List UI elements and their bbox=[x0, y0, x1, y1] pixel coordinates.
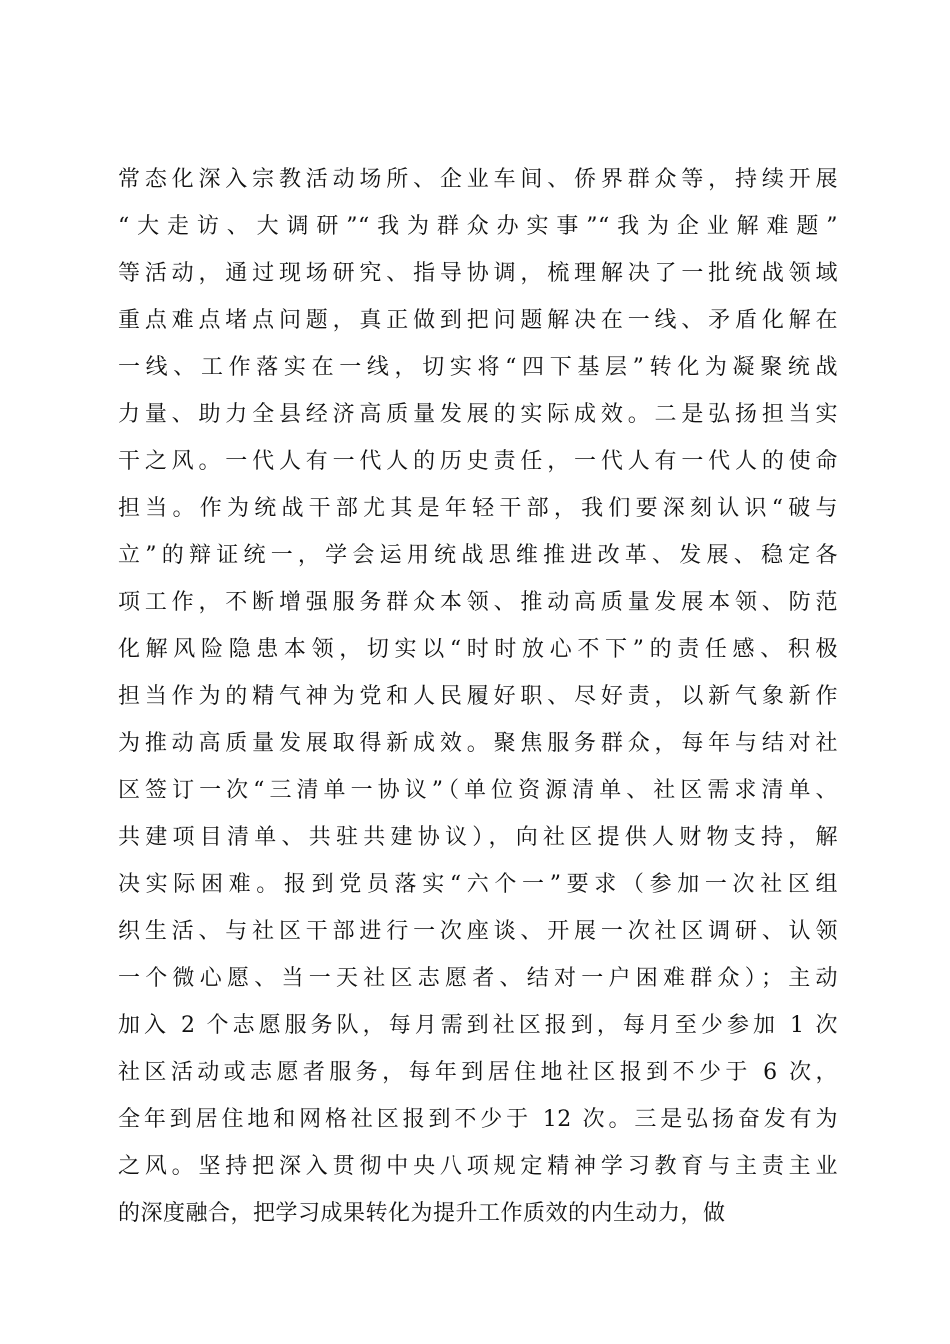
text-line: 共建项目清单、共驻共建协议），向社区提供人财物支持，解 bbox=[118, 825, 838, 850]
text-line: 化解风险隐患本领，切实以“时时放心不下”的责任感、积极 bbox=[118, 637, 838, 662]
text-line: 担当作为的精气神为党和人民履好职、尽好责，以新气象新作 bbox=[118, 684, 838, 709]
text-line: 为推动高质量发展取得新成效。聚焦服务群众，每年与结对社 bbox=[118, 731, 838, 756]
text-line: 社区活动或志愿者服务，每年到居住地社区报到不少于 6 次， bbox=[118, 1060, 838, 1085]
text-line: 常态化深入宗教活动场所、企业车间、侨界群众等，持续开展 bbox=[118, 167, 838, 192]
text-line: 之风。坚持把深入贯彻中央八项规定精神学习教育与主责主业 bbox=[118, 1154, 838, 1179]
text-line: 区签订一次“三清单一协议”（单位资源清单、社区需求清单、 bbox=[118, 778, 838, 803]
text-line: 干之风。一代人有一代人的历史责任，一代人有一代人的使命 bbox=[118, 449, 838, 474]
text-line: 项工作，不断增强服务群众本领、推动高质量发展本领、防范 bbox=[118, 590, 838, 615]
text-line: 等活动，通过现场研究、指导协调，梳理解决了一批统战领域 bbox=[118, 261, 838, 286]
text-line: 全年到居住地和网格社区报到不少于 12 次。三是弘扬奋发有为 bbox=[118, 1107, 838, 1132]
text-line: 重点难点堵点问题，真正做到把问题解决在一线、矛盾化解在 bbox=[118, 308, 838, 333]
text-line: 立”的辩证统一，学会运用统战思维推进改革、发展、稳定各 bbox=[118, 543, 838, 568]
text-line: 一个微心愿、当一天社区志愿者、结对一户困难群众）；主动 bbox=[118, 966, 838, 991]
body-text bbox=[118, 156, 838, 1237]
text-line: 决实际困难。报到党员落实“六个一”要求（参加一次社区组 bbox=[118, 872, 838, 897]
text-line: “大走访、大调研”“我为群众办实事”“我为企业解难题” bbox=[118, 214, 838, 239]
text-line: 织生活、与社区干部进行一次座谈、开展一次社区调研、认领 bbox=[118, 919, 838, 944]
text-line: 加入 2 个志愿服务队，每月需到社区报到，每月至少参加 1 次 bbox=[118, 1013, 838, 1038]
text-line: 担当。作为统战干部尤其是年轻干部，我们要深刻认识“破与 bbox=[118, 496, 838, 521]
text-line: 力量、助力全县经济高质量发展的实际成效。二是弘扬担当实 bbox=[118, 402, 838, 427]
text-line: 的深度融合，把学习成果转化为提升工作质效的内生动力，做 bbox=[118, 1201, 726, 1226]
text-line: 一线、工作落实在一线，切实将“四下基层”转化为凝聚统战 bbox=[118, 355, 838, 380]
